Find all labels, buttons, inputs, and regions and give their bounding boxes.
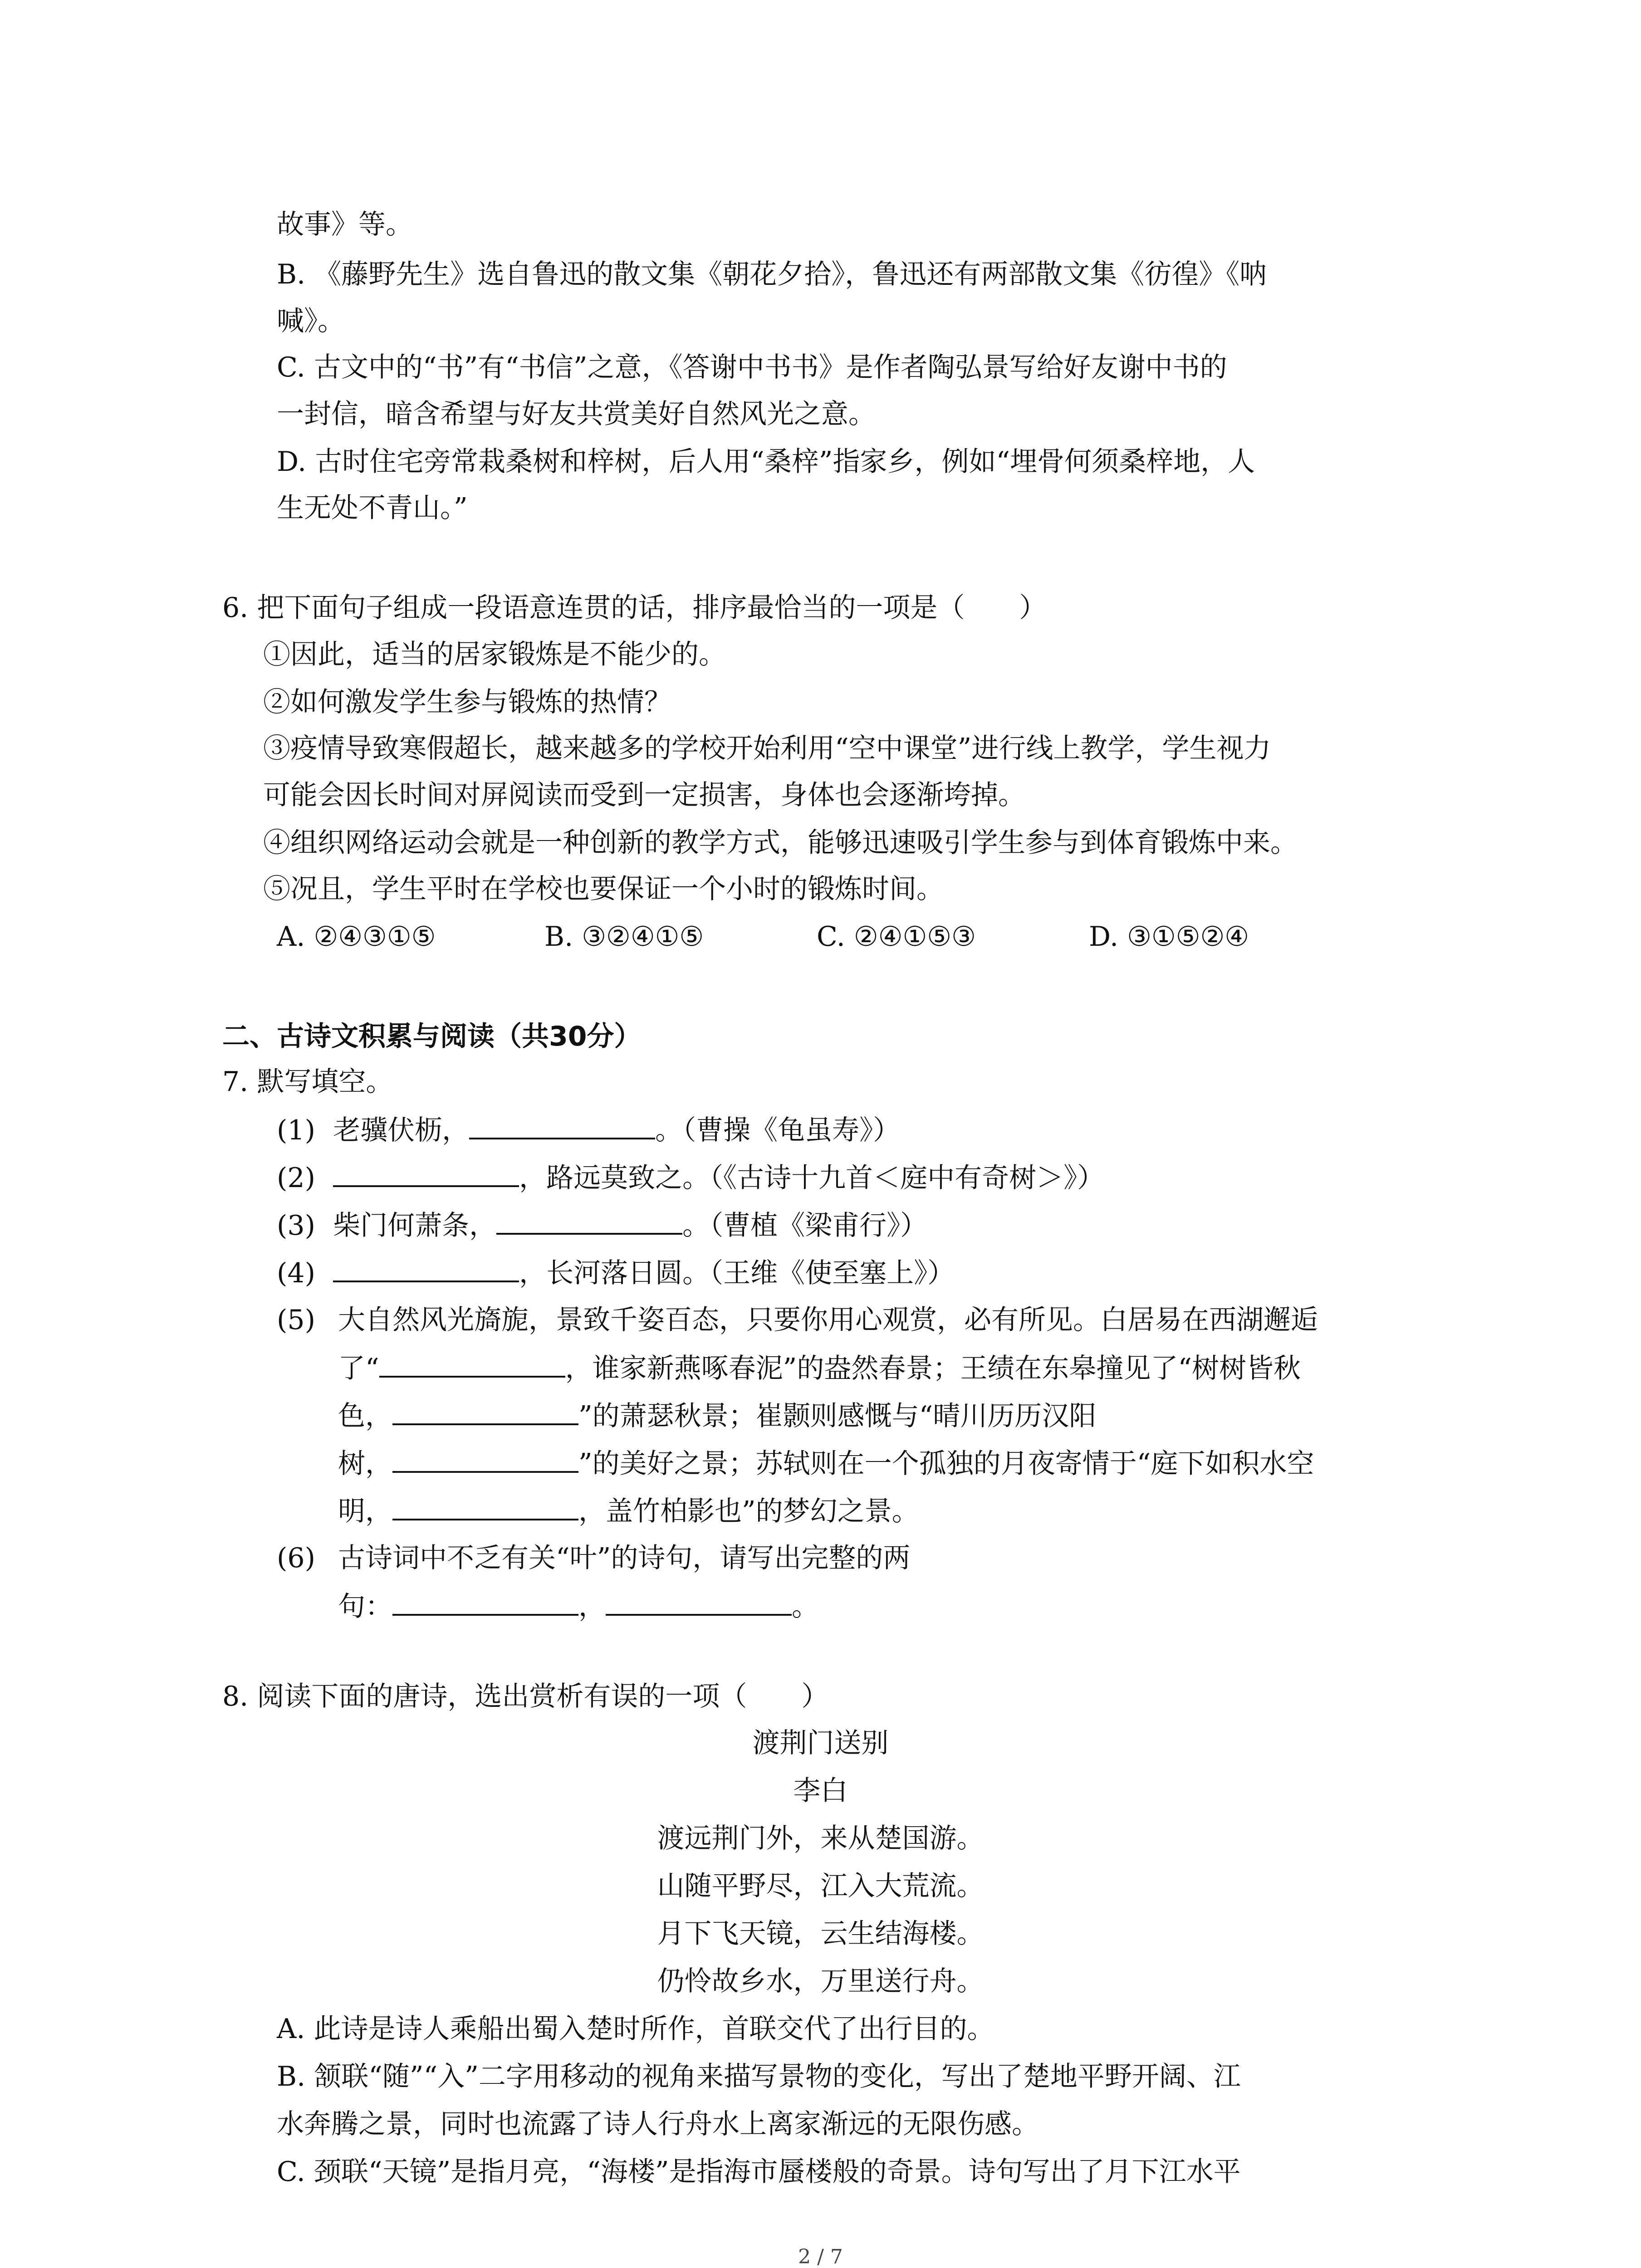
item-prefix: 柴门何萧条， (333, 1210, 497, 1242)
text: ， (578, 1591, 606, 1623)
text: 树， (338, 1448, 392, 1480)
q8-option-b-line1: B. 颔联“随”“入”二字用移动的视角来描写景物的变化，写出了楚地平野开阔、江 (277, 2061, 1241, 2092)
q5-option-c-line1: C. 古文中的“书”有“书信”之意，《答谢中书书》是作者陶弘景写给好友谢中书的 (277, 352, 1227, 383)
poem-author: 李白 (793, 1775, 848, 1807)
q5-option-c-line2: 一封信，暗含希望与好友共赏美好自然风光之意。 (277, 398, 876, 430)
q6-sentence-4: ④组织网络运动会就是一种创新的教学方式，能够迅速吸引学生参与到体育锻炼中来。 (263, 827, 1298, 859)
q8-stem: 8. 阅读下面的唐诗，选出赏析有误的一项（ ） (222, 1681, 829, 1712)
q6-option-d: D. ③①⑤②④ (1089, 921, 1249, 953)
q6-option-a: A. ②④③①⑤ (277, 921, 436, 953)
q6-sentence-3-line2: 可能会因长时间对屏阅读而受到一定损害，身体也会逐渐垮掉。 (263, 779, 1025, 811)
q7-item-3 (277, 1207, 927, 1244)
poem-line-1: 渡远荆门外，来从楚国游。 (657, 1823, 984, 1854)
text: ”的美好之景；苏轼则在一个孤独的月夜寄情于“庭下如积水空 (578, 1448, 1314, 1480)
q5-option-a-tail: 故事》等。 (277, 209, 413, 240)
q7-item-5-line2 (338, 1349, 1301, 1387)
q6-sentence-5: ⑤况且，学生平时在学校也要保证一个小时的锻炼时间。 (263, 873, 944, 905)
q7-item-5-number: (5) (277, 1304, 315, 1336)
item-number: (3) (277, 1210, 315, 1242)
q7-item-1 (277, 1111, 900, 1149)
q5-option-d-line1: D. 古时住宅旁常栽桑树和梓树，后人用“桑梓”指家乡，例如“埋骨何须桑梓地，人 (277, 446, 1255, 478)
q6-stem: 6. 把下面句子组成一段语意连贯的话，排序最恰当的一项是（ ） (222, 592, 1047, 624)
q7-stem: 7. 默写填空。 (222, 1066, 393, 1098)
text: ，盖竹柏影也”的梦幻之景。 (578, 1496, 919, 1527)
q8-option-b-line2: 水奔腾之景，同时也流露了诗人行舟水上离家渐远的无限伤感。 (277, 2108, 1039, 2140)
text: 明， (338, 1496, 392, 1527)
item-number: (1) (277, 1114, 315, 1146)
q7-item-6-line2 (338, 1588, 819, 1625)
blank[interactable] (392, 1445, 578, 1473)
q6-sentence-1: ①因此，适当的居家锻炼是不能少的。 (263, 639, 726, 670)
text: 句： (338, 1591, 392, 1623)
q5-option-b-line2: 喊》。 (277, 305, 345, 337)
blank[interactable] (392, 1397, 578, 1425)
item-suffix: ，路远莫致之。（《古诗十九首＜庭中有奇树＞》） (519, 1162, 1105, 1194)
page-number: 2 / 7 (798, 2245, 843, 2268)
text: ，谁家新燕啄春泥”的盎然春景；王绩在东皋撞见了“树树皆秋 (565, 1353, 1301, 1384)
blank[interactable] (333, 1254, 519, 1282)
item-prefix: 老骥伏枥， (333, 1114, 470, 1146)
q5-option-b-line1: B. 《藤野先生》选自鲁迅的散文集《朝花夕拾》，鲁迅还有两部散文集《彷徨》《呐 (277, 259, 1267, 290)
q7-item-5-line4 (338, 1445, 1314, 1482)
text: 。 (792, 1591, 819, 1623)
item-suffix: 。（曹操《龟虽寿》） (655, 1114, 901, 1146)
q6-option-b: B. ③②④①⑤ (544, 921, 704, 953)
blank[interactable] (469, 1111, 655, 1139)
q7-item-4 (277, 1254, 955, 1291)
q7-item-6-number: (6) (277, 1542, 315, 1574)
item-number: (4) (277, 1257, 315, 1289)
section-2-heading: 二、古诗文积累与阅读（共30分） (222, 1021, 642, 1052)
blank[interactable] (333, 1159, 519, 1187)
q7-item-5-line5 (338, 1492, 919, 1530)
text: 了“ (338, 1353, 379, 1384)
text: 色， (338, 1400, 392, 1432)
poem-line-4: 仍怜故乡水，万里送行舟。 (657, 1965, 984, 1997)
poem-line-3: 月下飞天镜，云生结海楼。 (657, 1918, 984, 1950)
q8-option-c-line1: C. 颈联“天镜”是指月亮，“海楼”是指海市蜃楼般的奇景。诗句写出了月下江水平 (277, 2156, 1241, 2188)
q7-item-5-line1: 大自然风光旖旎，景致千姿百态，只要你用心观赏，必有所见。白居易在西湖邂逅 (338, 1304, 1318, 1336)
q6-option-c: C. ②④①⑤③ (817, 921, 976, 953)
item-suffix: ，长河落日圆。（王维《使至塞上》） (519, 1257, 955, 1289)
item-number: (2) (277, 1162, 315, 1194)
blank[interactable] (392, 1492, 578, 1520)
q6-sentence-3-line1: ③疫情导致寒假超长，越来越多的学校开始利用“空中课堂”进行线上教学，学生视力 (263, 733, 1271, 764)
q6-sentence-2: ②如何激发学生参与锻炼的热情？ (263, 686, 671, 718)
q7-item-2 (277, 1159, 1104, 1196)
q7-item-5-line3 (338, 1397, 1096, 1434)
blank[interactable] (379, 1349, 565, 1378)
q5-option-d-line2: 生无处不青山。” (277, 492, 468, 524)
q7-item-6-line1: 古诗词中不乏有关“叶”的诗句，请写出完整的两 (338, 1542, 911, 1574)
q8-option-a: A. 此诗是诗人乘船出蜀入楚时所作，首联交代了出行目的。 (277, 2013, 994, 2045)
text: ”的萧瑟秋景；崔颢则感慨与“晴川历历汉阳 (578, 1400, 1097, 1432)
poem-line-2: 山随平野尽，江入大荒流。 (657, 1870, 984, 1902)
blank[interactable] (392, 1588, 578, 1616)
poem-title: 渡荆门送别 (752, 1727, 889, 1759)
blank[interactable] (606, 1588, 792, 1616)
item-suffix: 。（曹植《梁甫行》） (682, 1210, 928, 1242)
blank[interactable] (496, 1207, 682, 1235)
